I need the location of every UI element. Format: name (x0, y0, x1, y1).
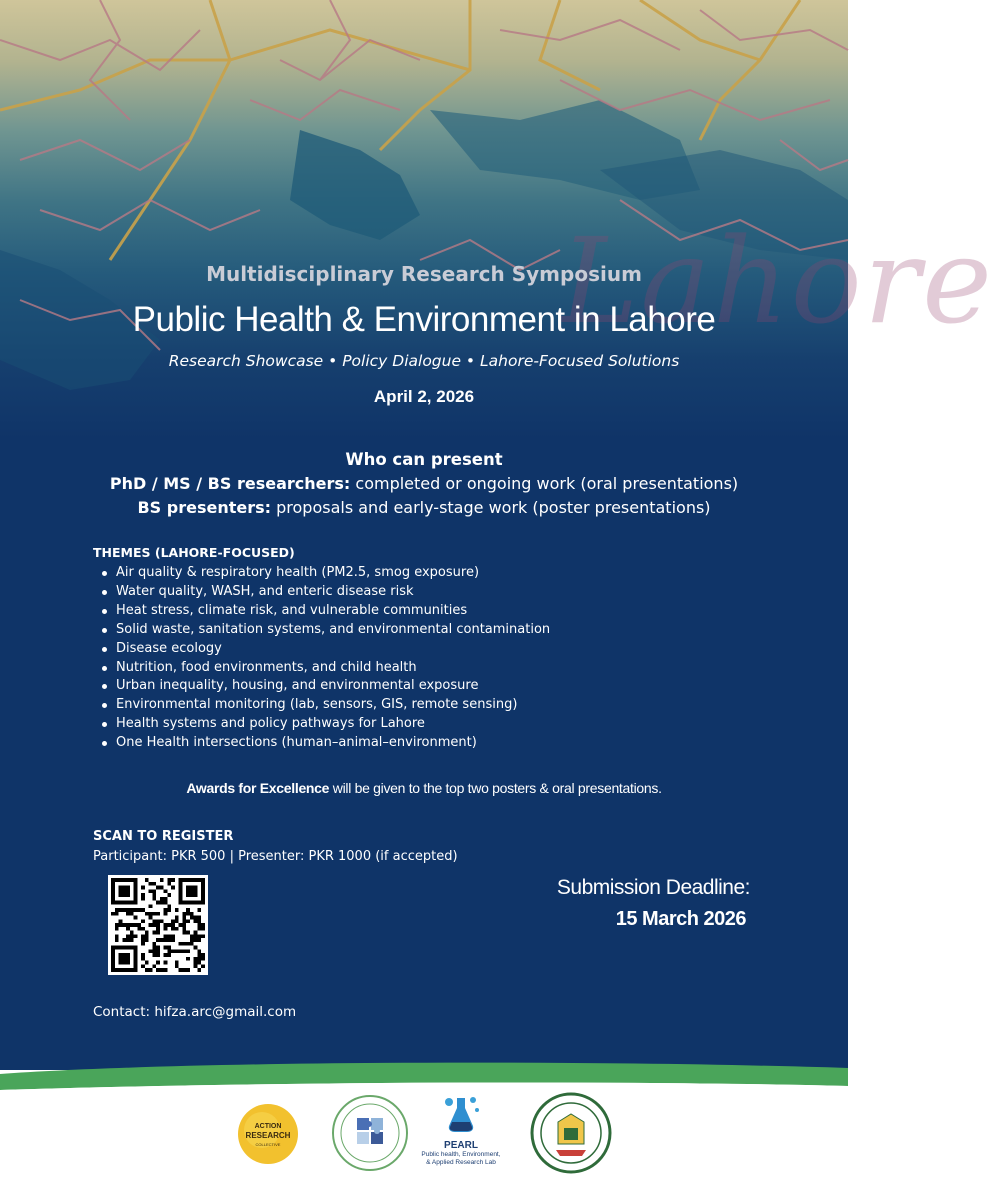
pearl-subtitle-line: Public health, Environment, (421, 1151, 501, 1158)
hero-banner (0, 0, 994, 440)
contact-email[interactable]: Contact: hifza.arc@gmail.com (93, 1004, 297, 1020)
who-line-text: completed or ongoing work (oral presentations) (355, 474, 739, 493)
pearl-name: PEARL (444, 1140, 478, 1151)
awards-text: will be given to the top two posters & oral presentations. (329, 780, 662, 796)
who-line-text: proposals and early-stage work (poster presentations) (276, 498, 711, 517)
action-research-collective-logo (236, 1102, 300, 1166)
list-item: Disease ecology (102, 640, 550, 659)
qr-code-icon[interactable] (108, 875, 208, 975)
deadline-label: Submission Deadline: (556, 876, 750, 899)
logo-text-line: ACTION (254, 1123, 282, 1130)
event-date: April 2, 2026 (373, 387, 475, 406)
page-title: Public Health & Environment in Lahore (132, 300, 716, 339)
who-can-present-heading: Who can present (345, 450, 503, 469)
list-item: One Health intersections (human–animal–environment) (102, 734, 550, 753)
flask-icon (439, 1094, 483, 1134)
content-panel (0, 436, 848, 1070)
registration-fees: Participant: PKR 500 | Presenter: PKR 1000 (if accepted) (93, 849, 458, 864)
logo-text-line: COLLECTIVE (255, 1142, 281, 1147)
list-item: Heat stress, climate risk, and vulnerable communities (102, 602, 550, 621)
themes-heading: THEMES (LAHORE-FOCUSED) (93, 545, 295, 560)
research-center-puzzle-logo (331, 1094, 409, 1172)
lahore-watermark: Lahore (560, 212, 994, 350)
list-item: Urban inequality, housing, and environmental exposure (102, 677, 550, 696)
awards-bold: Awards for Excellence (186, 780, 330, 796)
logo-text-line: RESEARCH (245, 1131, 291, 1140)
list-item: Nutrition, food environments, and child health (102, 659, 550, 678)
themes-list (102, 564, 550, 753)
symposium-title: Multidisciplinary Research Symposium (206, 262, 642, 286)
list-item: Water quality, WASH, and enteric disease risk (102, 583, 550, 602)
list-item: Environmental monitoring (lab, sensors, GIS, remote sensing) (102, 696, 550, 715)
list-item: Air quality & respiratory health (PM2.5, smog exposure) (102, 564, 550, 583)
pearl-lab-logo (410, 1094, 512, 1170)
who-line-bs-presenters (0, 498, 848, 517)
university-department-seal (530, 1092, 612, 1174)
awards-note (0, 780, 848, 796)
green-wave-divider (0, 1060, 848, 1094)
scan-to-register-heading: SCAN TO REGISTER (93, 829, 234, 844)
who-line-label: BS presenters: (137, 498, 272, 517)
deadline-date: 15 March 2026 (615, 908, 746, 930)
list-item: Health systems and policy pathways for Lahore (102, 715, 550, 734)
pearl-subtitle-line: & Applied Research Lab (426, 1158, 496, 1166)
tagline: Research Showcase • Policy Dialogue • Lahore-Focused Solutions (168, 352, 680, 370)
who-line-researchers (0, 474, 848, 493)
list-item: Solid waste, sanitation systems, and environmental contamination (102, 621, 550, 640)
who-line-label: PhD / MS / BS researchers: (109, 474, 351, 493)
